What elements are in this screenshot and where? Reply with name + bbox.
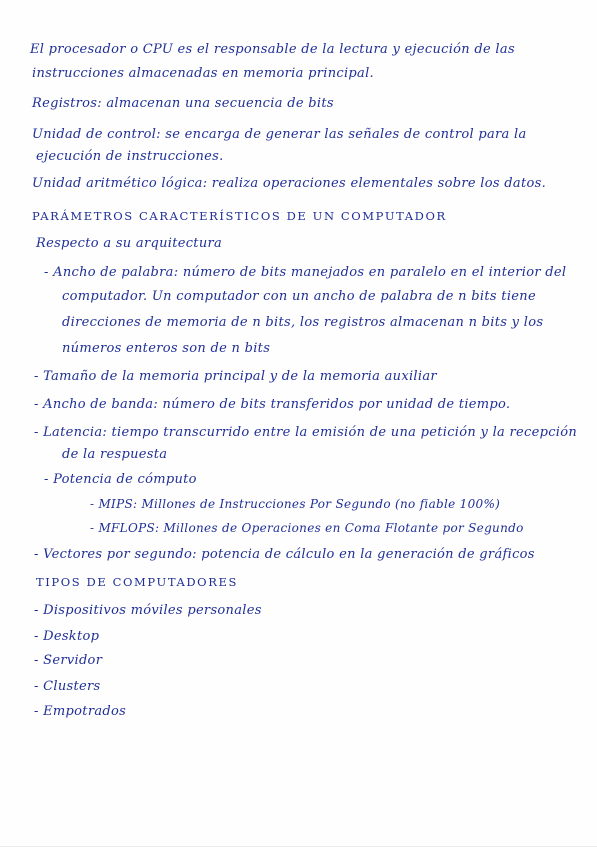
list-item: - Ancho de palabra: número de bits manejados en paralelo en el interior del [44, 265, 567, 280]
list-item: números enteros son de n bits [62, 341, 271, 356]
intro-line: El procesador o CPU es el responsable de la lectura y ejecución de las [30, 42, 515, 57]
intro-line: instrucciones almacenadas en memoria principal. [32, 66, 374, 81]
intro-line: Registros: almacenan una secuencia de bits [32, 96, 334, 111]
list-item: - Dispositivos móviles personales [34, 603, 262, 618]
list-item: computador. Un computador con un ancho de palabra de n bits tiene [62, 289, 536, 304]
list-item: - Tamaño de la memoria principal y de la memoria auxiliar [34, 369, 437, 384]
list-item: - Vectores por segundo: potencia de cálculo en la generación de gráficos [34, 547, 535, 562]
list-item: - Servidor [34, 653, 103, 668]
section-heading: TIPOS DE COMPUTADORES [36, 575, 238, 589]
list-item: direcciones de memoria de n bits, los registros almacenan n bits y los [62, 315, 544, 330]
intro-line: Unidad de control: se encarga de generar las señales de control para la [32, 127, 527, 142]
list-item: - Clusters [34, 679, 101, 694]
list-subitem: - MIPS: Millones de Instrucciones Por Segundo (no fiable 100%) [90, 497, 501, 511]
list-item: - Potencia de cómputo [44, 472, 197, 487]
list-item: - Ancho de banda: número de bits transferidos por unidad de tiempo. [34, 397, 511, 412]
list-item: - Desktop [34, 629, 100, 644]
section-heading: PARÁMETROS CARACTERÍSTICOS DE UN COMPUTADOR [32, 209, 447, 223]
list-item: - Latencia: tiempo transcurrido entre la emisión de una petición y la recepción [34, 425, 578, 440]
page-fold-line [0, 846, 597, 847]
intro-line: ejecución de instrucciones. [36, 149, 224, 164]
section-subheading: Respecto a su arquitectura [36, 236, 223, 251]
list-item: - Empotrados [34, 704, 127, 719]
intro-line: Unidad aritmético lógica: realiza operaciones elementales sobre los datos. [32, 176, 546, 191]
list-item: de la respuesta [62, 447, 168, 462]
list-subitem: - MFLOPS: Millones de Operaciones en Coma Flotante por Segundo [90, 521, 524, 535]
